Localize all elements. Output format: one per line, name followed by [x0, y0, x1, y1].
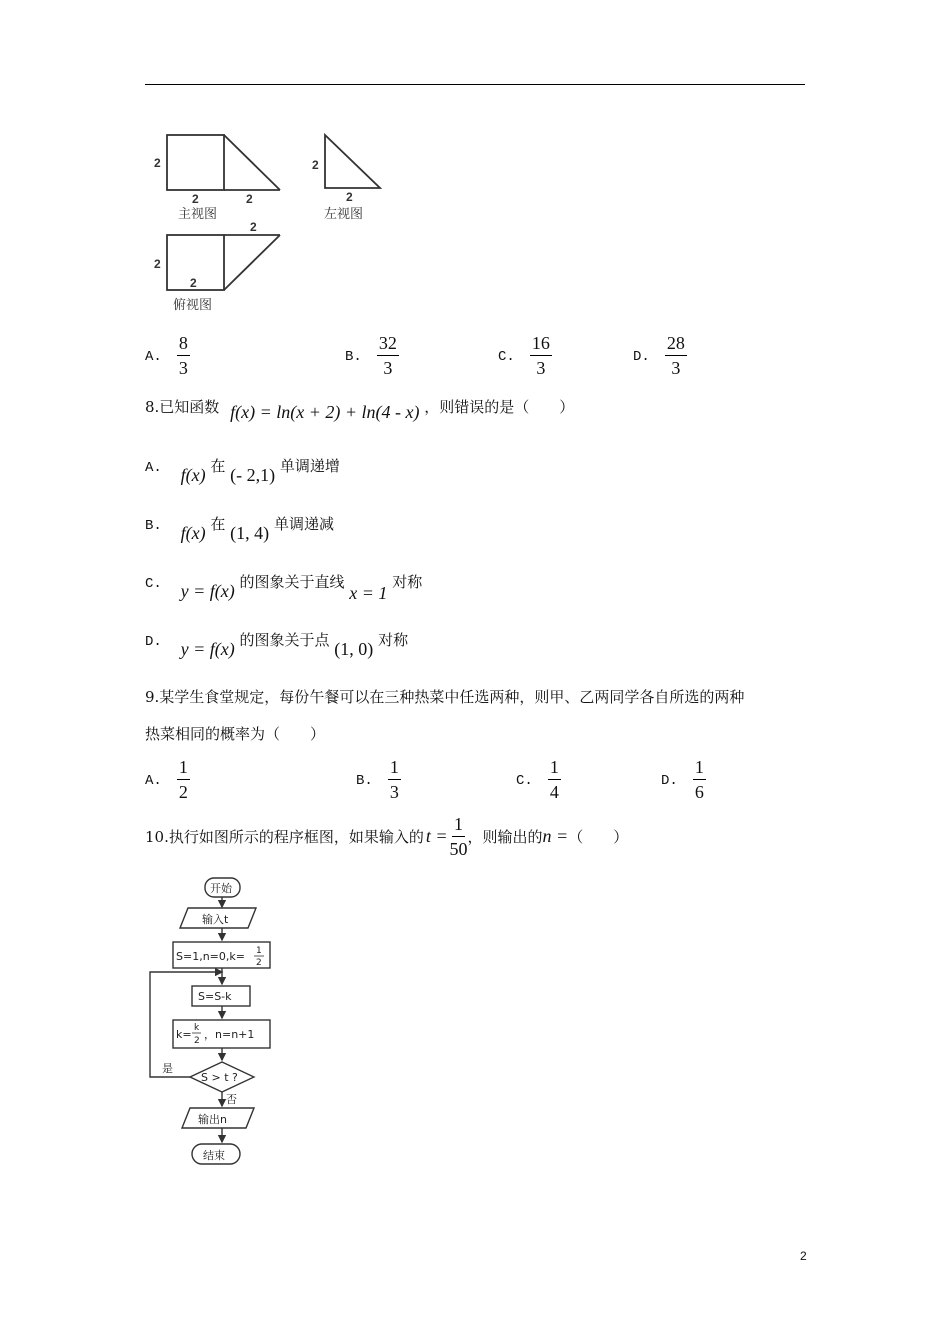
- front-dim-height: 2: [154, 156, 161, 170]
- q9-stem-line1: 9.某学生食堂规定，每份午餐可以在三种热菜中任选两种，则甲、乙两同学各自所选的两种: [145, 688, 745, 706]
- side-dim-height: 2: [312, 158, 319, 172]
- flowchart-figure: [140, 868, 290, 1173]
- top-dim-top: 2: [250, 220, 257, 234]
- q8-option-a[interactable]: A. f(x) 在 (- 2,1) 单调递增: [145, 457, 340, 485]
- q10-stem: 10.执行如图所示的程序框图，如果输入的 t = $\frac{1}{50}$ ，则输出的 n = （ ）: [145, 814, 629, 859]
- flow-output-text: 输出n: [198, 1113, 227, 1126]
- q7-option-b[interactable]: [345, 333, 399, 378]
- flow-input-text: 输入t: [202, 913, 229, 926]
- q8-option-c[interactable]: C. y = f(x) 的图象关于直线 x = 1 对称: [145, 573, 423, 603]
- q9-stem-line2: 热菜相同的概率为（ ）: [145, 725, 326, 743]
- q8-option-d[interactable]: D. y = f(x) 的图象关于点 (1, 0) 对称: [145, 631, 409, 659]
- flow-init-frac-num: 1: [256, 946, 262, 956]
- q9-option-b[interactable]: B. $\frac{1}{3}$: [356, 757, 399, 802]
- three-view-figure: [140, 125, 400, 320]
- option-label: C.: [498, 349, 515, 365]
- q9-option-a[interactable]: A. $\frac{1}{2}$: [145, 757, 188, 802]
- option-fraction: $\frac{16}{3}$: [531, 333, 550, 378]
- flow-init-text: S=1,n=0,k=: [176, 950, 245, 963]
- flow-yes-label: 是: [162, 1062, 173, 1075]
- front-view: [154, 135, 280, 222]
- side-view-label: 左视图: [324, 207, 364, 222]
- q8-option-b[interactable]: B. f(x) 在 (1, 4) 单调递减: [145, 515, 334, 543]
- flow-step2-suffix: ，n=n+1: [204, 1028, 255, 1041]
- flow-end-text: 结束: [203, 1149, 225, 1162]
- flow-init-frac-den: 2: [256, 958, 262, 968]
- q9-option-c[interactable]: C. $\frac{1}{4}$: [516, 757, 559, 802]
- option-label: B.: [345, 349, 362, 365]
- option-label: D.: [633, 349, 650, 365]
- front-dim-width: 2: [192, 192, 199, 206]
- option-fraction: $\frac{32}{3}$: [378, 333, 397, 378]
- top-dim-height: 2: [154, 257, 161, 271]
- q7-option-a[interactable]: [145, 333, 190, 378]
- front-dim-width2: 2: [246, 192, 253, 206]
- flow-start-text: 开始: [210, 882, 232, 895]
- flow-step1-text: S=S-k: [198, 990, 232, 1003]
- top-dim-inner: 2: [190, 276, 197, 290]
- side-view: [312, 135, 380, 222]
- flow-step2-frac-den: 2: [194, 1036, 200, 1046]
- top-view: [154, 220, 280, 313]
- side-dim-width: 2: [346, 190, 353, 204]
- option-fraction: $\frac{8}{3}$: [178, 333, 188, 378]
- q7-option-d[interactable]: [633, 333, 687, 378]
- page-number: 2: [800, 1249, 807, 1263]
- q9-option-d[interactable]: D. $\frac{1}{6}$: [661, 757, 704, 802]
- flow-step2-prefix: k=: [176, 1028, 192, 1041]
- front-view-label: 主视图: [178, 207, 218, 222]
- q8-stem: 8.已知函数 f(x) = ln(x + 2) + ln(4 - x) ，则错误的是（ ）: [145, 398, 575, 422]
- option-label: A.: [145, 349, 162, 365]
- flow-no-label: 否: [226, 1093, 237, 1106]
- top-view-label: 俯视图: [173, 298, 213, 313]
- q8-function: f(x) = ln(x + 2) + ln(4 - x): [230, 402, 420, 422]
- option-fraction: $\frac{28}{3}$: [666, 333, 685, 378]
- header-rule: [145, 84, 805, 85]
- q7-option-c[interactable]: [498, 333, 552, 378]
- flow-step2-frac-num: k: [194, 1023, 200, 1033]
- flow-decision-text: S > t ?: [201, 1071, 238, 1084]
